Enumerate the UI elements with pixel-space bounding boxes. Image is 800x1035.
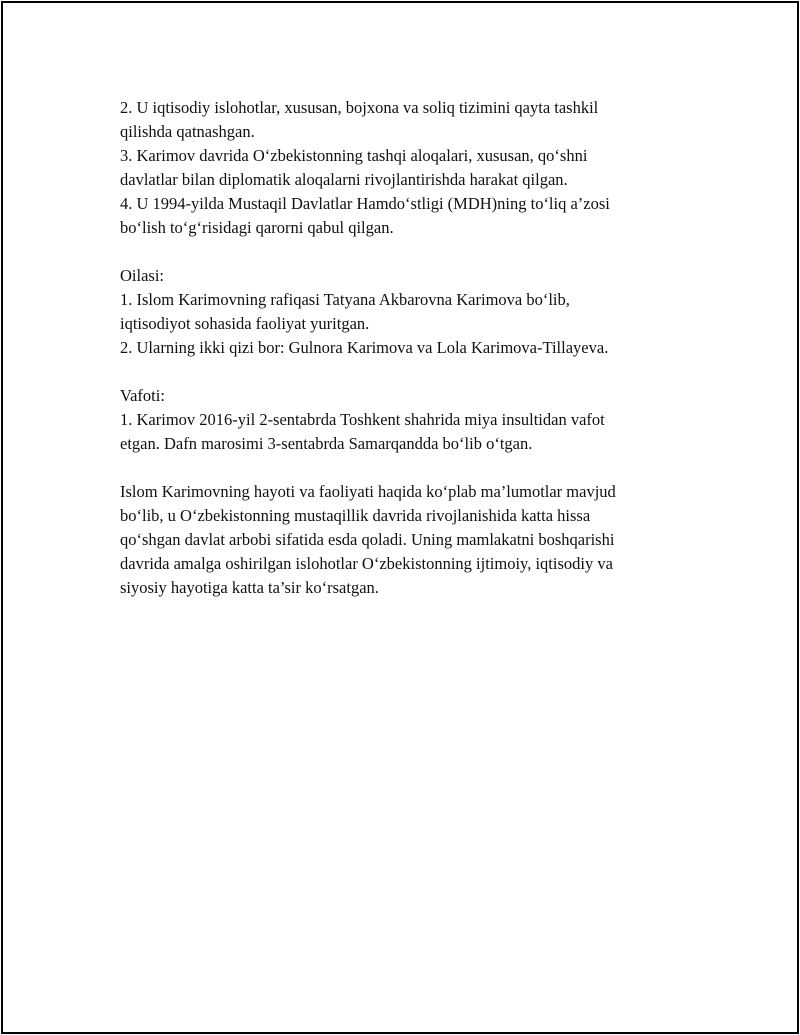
text-line: qo‘shgan davlat arbobi sifatida esda qoladi. Uning mamlakatni boshqarishi xyxy=(120,530,615,549)
text-line: davrida amalga oshirilgan islohotlar O‘zbekistonning ijtimoiy, iqtisodiy va xyxy=(120,554,613,573)
text-line: 1. Karimov 2016-yil 2-sentabrda Toshkent shahrida miya insultidan vafot xyxy=(120,410,605,429)
text-line: iqtisodiyot sohasida faoliyat yuritgan. xyxy=(120,314,370,333)
text-line: 1. Islom Karimovning rafiqasi Tatyana Akbarovna Karimova bo‘lib, xyxy=(120,290,570,309)
section-heading-oilasi: Oilasi: xyxy=(120,266,164,285)
text-line: 2. Ularning ikki qizi bor: Gulnora Karimova va Lola Karimova-Tillayeva. xyxy=(120,338,609,357)
paragraph-gap xyxy=(120,360,690,384)
section-heading-vafoti: Vafoti: xyxy=(120,386,165,405)
text-line: siyosiy hayotiga katta ta’sir ko‘rsatgan. xyxy=(120,578,379,597)
text-line: qilishda qatnashgan. xyxy=(120,122,255,141)
paragraph-gap xyxy=(120,456,690,480)
text-line: davlatlar bilan diplomatik aloqalarni rivojlantirishda harakat qilgan. xyxy=(120,170,568,189)
paragraph-gap xyxy=(120,240,690,264)
text-line: bo‘lish to‘g‘risidagi qarorni qabul qilgan. xyxy=(120,218,394,237)
document-body xyxy=(120,96,690,600)
text-line: 3. Karimov davrida O‘zbekistonning tashqi aloqalari, xususan, qo‘shni xyxy=(120,146,588,165)
text-line: 4. U 1994-yilda Mustaqil Davlatlar Hamdo‘stligi (MDH)ning to‘liq a’zosi xyxy=(120,194,610,213)
document-page xyxy=(1,1,799,1034)
text-line: bo‘lib, u O‘zbekistonning mustaqillik davrida rivojlanishida katta hissa xyxy=(120,506,591,525)
text-line: Islom Karimovning hayoti va faoliyati haqida ko‘plab ma’lumotlar mavjud xyxy=(120,482,616,501)
text-line: etgan. Dafn marosimi 3-sentabrda Samarqandda bo‘lib o‘tgan. xyxy=(120,434,533,453)
text-line: 2. U iqtisodiy islohotlar, xususan, bojxona va soliq tizimini qayta tashkil xyxy=(120,98,599,117)
